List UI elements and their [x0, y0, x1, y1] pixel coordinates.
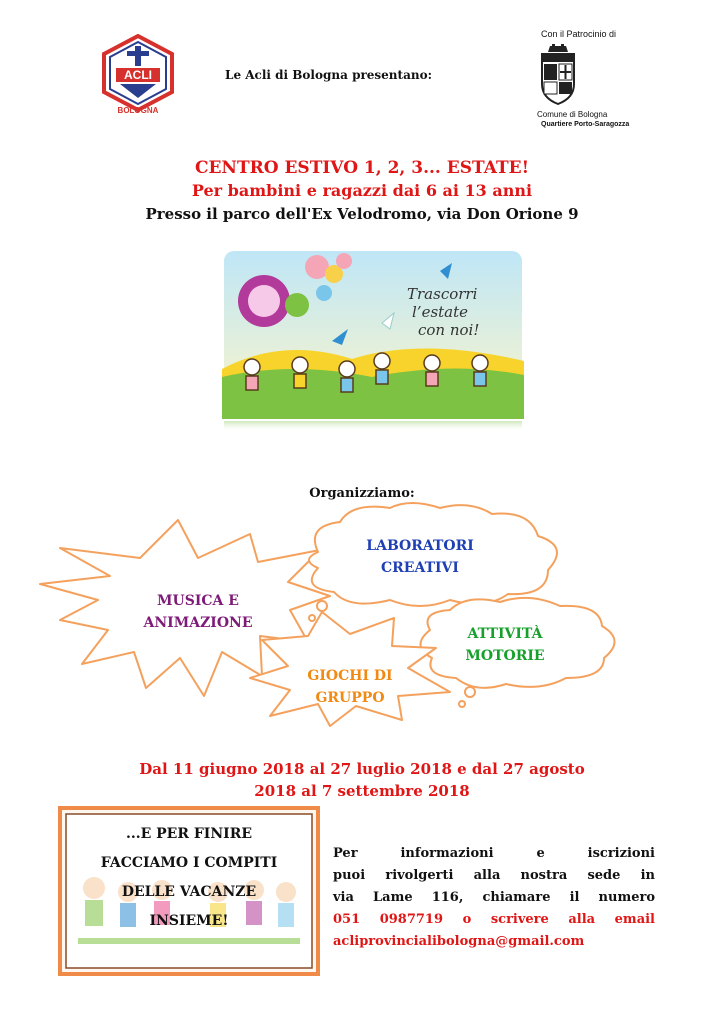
- laboratori-label: LABORATORI CREATIVI: [366, 538, 474, 576]
- info-line-1: Per informazioni e iscrizioni: [333, 846, 655, 861]
- quartiere-label: Quartiere Porto-Saragozza: [541, 121, 630, 128]
- attivita-label: ATTIVITÀ MOTORIE: [465, 626, 545, 664]
- musica-label: MUSICA E ANIMAZIONE: [143, 593, 253, 631]
- summer-banner-image: [222, 249, 524, 432]
- info-line-3: via Lame 116, chiamare il numero: [333, 890, 655, 905]
- bologna-crest-icon: [538, 44, 578, 106]
- info-email[interactable]: acliprovincialibologna@gmail.com: [333, 934, 585, 949]
- info-line-2: puoi rivolgerti alla nostra sede in: [333, 868, 655, 883]
- compiti-text: ...E PER FINIRE FACCIAMO I COMPITI DELLE VACANZE INSIEME!: [100, 826, 278, 929]
- comune-label: Comune di Bologna: [537, 110, 608, 119]
- contact-info: [333, 843, 655, 953]
- giochi-label: GIOCHI DI GRUPPO: [307, 668, 393, 706]
- info-phone-line: 051 0987719 o scrivere alla email: [333, 912, 655, 927]
- event-subtitle: Per bambini e ragazzi dai 6 ai 13 anni: [191, 181, 533, 200]
- acli-logo-text: ACLI: [124, 68, 152, 82]
- banner-text-3: con noi!: [418, 321, 480, 339]
- presenter-text: Le Acli di Bologna presentano:: [225, 68, 433, 82]
- date-range: Dal 11 giugno 2018 al 27 luglio 2018 e dal 27 agosto 2018 al 7 settembre 2018: [139, 760, 585, 800]
- banner-text-1: Trascorri: [407, 285, 478, 303]
- activities-heading: Organizziamo:: [309, 486, 415, 501]
- event-title: CENTRO ESTIVO 1, 2, 3... ESTATE!: [194, 158, 530, 178]
- acli-logo-caption: BOLOGNA: [117, 106, 159, 115]
- patrocinio-label: Con il Patrocinio di: [541, 29, 617, 39]
- event-location: Presso il parco dell'Ex Velodromo, via Don Orione 9: [145, 205, 579, 223]
- banner-text-2: l’estate: [412, 303, 469, 321]
